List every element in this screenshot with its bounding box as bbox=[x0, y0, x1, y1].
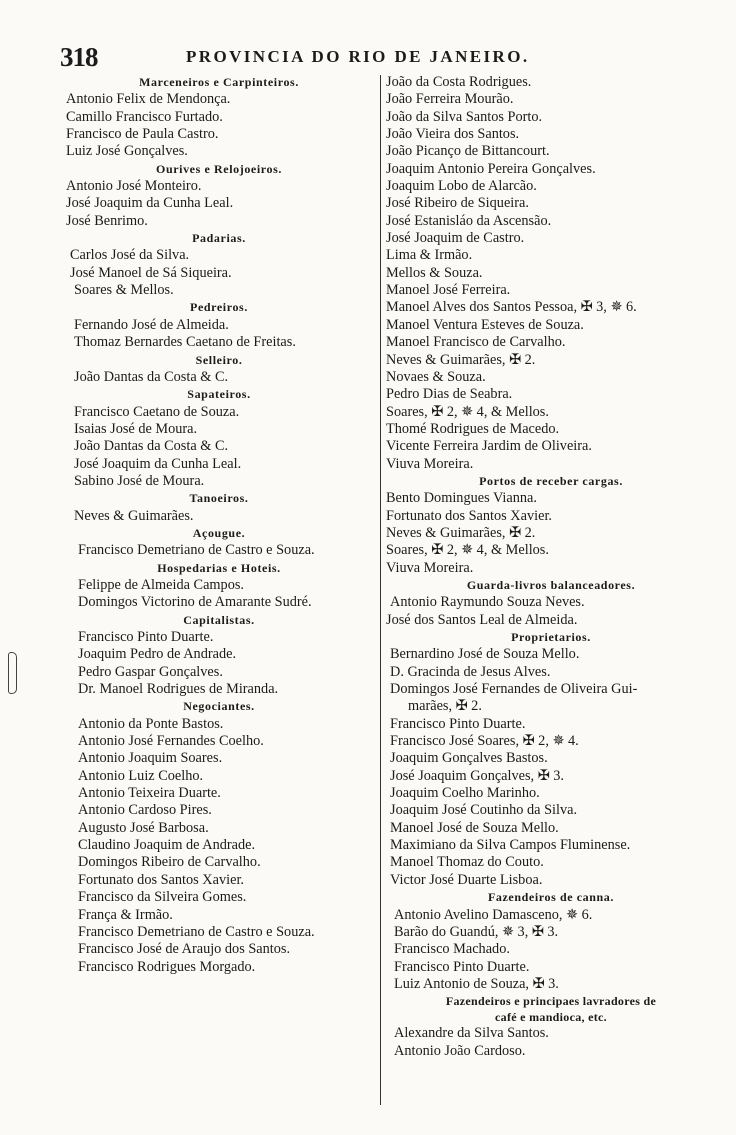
list-entry: Soares, ✠ 2, ✵ 4, & Mellos. bbox=[386, 542, 549, 559]
section-heading: Açougue. bbox=[192, 525, 246, 540]
list-entry: Manoel Ventura Esteves de Souza. bbox=[386, 316, 584, 333]
list-entry: Carlos José da Silva. bbox=[70, 247, 190, 264]
list-entry: Francisco Machado. bbox=[394, 941, 510, 958]
list-entry: D. Gracinda de Jesus Alves. bbox=[390, 663, 551, 680]
list-entry: Antonio Luiz Coelho. bbox=[78, 767, 204, 784]
list-entry: Antonio João Cardoso. bbox=[394, 1042, 526, 1059]
section-heading: Hospedarias e Hoteis. bbox=[157, 560, 281, 575]
list-entry: Manoel José de Souza Mello. bbox=[390, 819, 559, 836]
list-entry: Claudino Joaquim de Andrade. bbox=[78, 837, 256, 854]
list-entry: Francisco José Soares, ✠ 2, ✵ 4. bbox=[390, 733, 579, 750]
list-entry: José Benrimo. bbox=[66, 212, 148, 229]
list-entry: José Manoel de Sá Siqueira. bbox=[70, 264, 232, 281]
list-entry: Joaquim José Coutinho da Silva. bbox=[390, 802, 578, 819]
section-heading-continuation: café e mandioca, etc. bbox=[495, 1010, 607, 1025]
list-entry: Antonio Avelino Damasceno, ✵ 6. bbox=[394, 906, 593, 923]
list-entry: José Estanisláo da Ascensão. bbox=[386, 212, 552, 229]
list-entry: Novaes & Souza. bbox=[386, 368, 486, 385]
list-entry: Maximiano da Silva Campos Fluminense. bbox=[390, 837, 631, 854]
list-entry: Domingos José Fernandes de Oliveira Gui- bbox=[390, 681, 638, 698]
list-entry: João da Silva Santos Porto. bbox=[386, 108, 543, 125]
section-heading: Padarias. bbox=[192, 231, 246, 246]
page-header bbox=[0, 42, 736, 78]
list-entry: José dos Santos Leal de Almeida. bbox=[386, 611, 578, 628]
section-heading: Fazendeiros e principaes lavradores de bbox=[445, 994, 657, 1009]
list-entry: José Joaquim de Castro. bbox=[386, 230, 525, 247]
list-entry: José Ribeiro de Siqueira. bbox=[386, 195, 529, 212]
list-entry: José Joaquim da Cunha Leal. bbox=[66, 195, 234, 212]
list-entry: João da Costa Rodrigues. bbox=[386, 74, 532, 90]
margin-bracket-mark bbox=[8, 652, 17, 694]
list-entry: Neves & Guimarães, ✠ 2. bbox=[386, 524, 536, 541]
list-entry: Joaquim Pedro de Andrade. bbox=[78, 646, 237, 663]
list-entry: Francisco Rodrigues Morgado. bbox=[78, 958, 256, 975]
list-entry: Augusto José Barbosa. bbox=[78, 819, 209, 836]
list-entry: Manoel Thomaz do Couto. bbox=[390, 854, 544, 871]
list-entry: Soares, ✠ 2, ✵ 4, & Mellos. bbox=[386, 403, 549, 420]
column-divider bbox=[380, 75, 381, 1105]
left-column bbox=[66, 74, 372, 976]
list-entry: França & Irmão. bbox=[78, 906, 173, 923]
section-heading: Ourives e Relojoeiros. bbox=[156, 161, 282, 176]
list-entry: Antonio José Monteiro. bbox=[66, 178, 202, 195]
list-entry: Pedro Dias de Seabra. bbox=[386, 386, 513, 403]
section-heading: Negociantes. bbox=[183, 699, 255, 714]
list-entry: João Dantas da Costa & C. bbox=[74, 438, 229, 455]
list-entry: João Vieira dos Santos. bbox=[386, 126, 520, 143]
list-entry: Antonio da Ponte Bastos. bbox=[78, 715, 224, 732]
list-entry: Francisco Demetriano de Castro e Souza. bbox=[78, 923, 315, 940]
list-entry: Bento Domingues Vianna. bbox=[386, 490, 537, 507]
right-column bbox=[386, 74, 716, 1060]
list-entry: Joaquim Gonçalves Bastos. bbox=[390, 750, 548, 767]
section-heading: Guarda-livros balanceadores. bbox=[466, 577, 636, 592]
list-entry: Victor José Duarte Lisboa. bbox=[390, 871, 543, 888]
list-entry: Neves & Guimarães, ✠ 2. bbox=[386, 351, 536, 368]
section-heading: Pedreiros. bbox=[190, 300, 248, 315]
list-entry: Francisco de Paula Castro. bbox=[66, 126, 219, 143]
list-entry: Francisco Caetano de Souza. bbox=[74, 403, 240, 420]
section-heading: Sapateiros. bbox=[187, 387, 251, 402]
list-entry: Thomé Rodrigues de Macedo. bbox=[386, 420, 560, 437]
section-heading: Proprietarios. bbox=[511, 630, 591, 644]
section-heading: Tanoeiros. bbox=[189, 491, 249, 506]
list-entry: Felippe de Almeida Campos. bbox=[78, 576, 244, 593]
section-heading: Fazendeiros de canna. bbox=[487, 890, 615, 905]
list-entry: João Dantas da Costa & C. bbox=[74, 368, 229, 385]
list-entry: Domingos Ribeiro de Carvalho. bbox=[78, 854, 261, 871]
list-entry: Joaquim Lobo de Alarcão. bbox=[386, 178, 537, 195]
list-entry: Antonio Teixeira Duarte. bbox=[78, 785, 221, 802]
list-entry: Francisco Pinto Duarte. bbox=[390, 715, 526, 732]
list-entry: Domingos Victorino de Amarante Sudré. bbox=[78, 594, 312, 611]
list-entry: Vicente Ferreira Jardim de Oliveira. bbox=[386, 438, 592, 455]
list-entry: Luiz Antonio de Souza, ✠ 3. bbox=[394, 975, 559, 992]
list-entry: Lima & Irmão. bbox=[386, 247, 473, 264]
list-entry: Mellos & Souza. bbox=[386, 264, 483, 281]
list-entry: João Picanço de Bittancourt. bbox=[386, 143, 550, 160]
list-entry: Alexandre da Silva Santos. bbox=[394, 1025, 549, 1042]
list-entry: Viuva Moreira. bbox=[386, 455, 474, 472]
list-entry: Bernardino José de Souza Mello. bbox=[390, 646, 580, 663]
list-entry: Camillo Francisco Furtado. bbox=[66, 108, 223, 125]
section-heading: Portos de receber cargas. bbox=[479, 473, 623, 488]
list-entry: Manoel Alves dos Santos Pessoa, ✠ 3, ✵ 6. bbox=[386, 299, 637, 316]
list-entry: Fortunato dos Santos Xavier. bbox=[78, 871, 244, 888]
list-entry: José Joaquim Gonçalves, ✠ 3. bbox=[390, 767, 564, 784]
section-heading: Capitalistas. bbox=[183, 612, 255, 627]
list-entry: Fortunato dos Santos Xavier. bbox=[386, 507, 552, 524]
list-entry: Joaquim Coelho Marinho. bbox=[390, 785, 540, 802]
section-heading: Selleiro. bbox=[195, 352, 243, 367]
list-entry: Luiz José Gonçalves. bbox=[66, 143, 188, 160]
list-entry: Viuva Moreira. bbox=[386, 559, 474, 576]
list-entry: Antonio Felix de Mendonça. bbox=[66, 91, 231, 108]
list-entry: Thomaz Bernardes Caetano de Freitas. bbox=[74, 334, 296, 351]
list-entry: Neves & Guimarães. bbox=[74, 507, 194, 524]
list-entry: Francisco da Silveira Gomes. bbox=[78, 889, 247, 906]
list-entry: Dr. Manoel Rodrigues de Miranda. bbox=[78, 681, 279, 698]
list-entry: Francisco Demetriano de Castro e Souza. bbox=[78, 542, 315, 559]
list-entry: Barão do Guandú, ✵ 3, ✠ 3. bbox=[394, 923, 559, 940]
list-entry: Francisco Pinto Duarte. bbox=[78, 629, 214, 645]
list-entry: José Joaquim da Cunha Leal. bbox=[74, 455, 242, 472]
list-entry: Sabino José de Moura. bbox=[74, 472, 205, 489]
list-entry: Isaias José de Moura. bbox=[74, 420, 198, 437]
list-entry: Pedro Gaspar Gonçalves. bbox=[78, 663, 223, 680]
list-entry: Antonio Cardoso Pires. bbox=[78, 802, 212, 819]
list-entry: Manoel Francisco de Carvalho. bbox=[386, 334, 566, 351]
list-entry: Francisco Pinto Duarte. bbox=[394, 958, 530, 975]
list-entry: Francisco José de Araujo dos Santos. bbox=[78, 941, 291, 958]
running-head: PROVINCIA DO RIO DE JANEIRO. bbox=[186, 47, 530, 66]
list-entry: Antonio Raymundo Souza Neves. bbox=[390, 594, 585, 611]
list-entry: Antonio José Fernandes Coelho. bbox=[78, 733, 264, 750]
list-entry: João Ferreira Mourão. bbox=[386, 91, 514, 108]
list-entry: Soares & Mellos. bbox=[74, 282, 174, 299]
page-number: 318 bbox=[60, 42, 98, 72]
list-entry: Antonio Joaquim Soares. bbox=[78, 750, 223, 767]
list-entry: Fernando José de Almeida. bbox=[74, 316, 229, 333]
section-heading: Marceneiros e Carpinteiros. bbox=[139, 75, 299, 89]
list-entry: Manoel José Ferreira. bbox=[386, 282, 511, 299]
list-entry-continuation: marães, ✠ 2. bbox=[408, 698, 482, 715]
list-entry: Joaquim Antonio Pereira Gonçalves. bbox=[386, 160, 596, 177]
